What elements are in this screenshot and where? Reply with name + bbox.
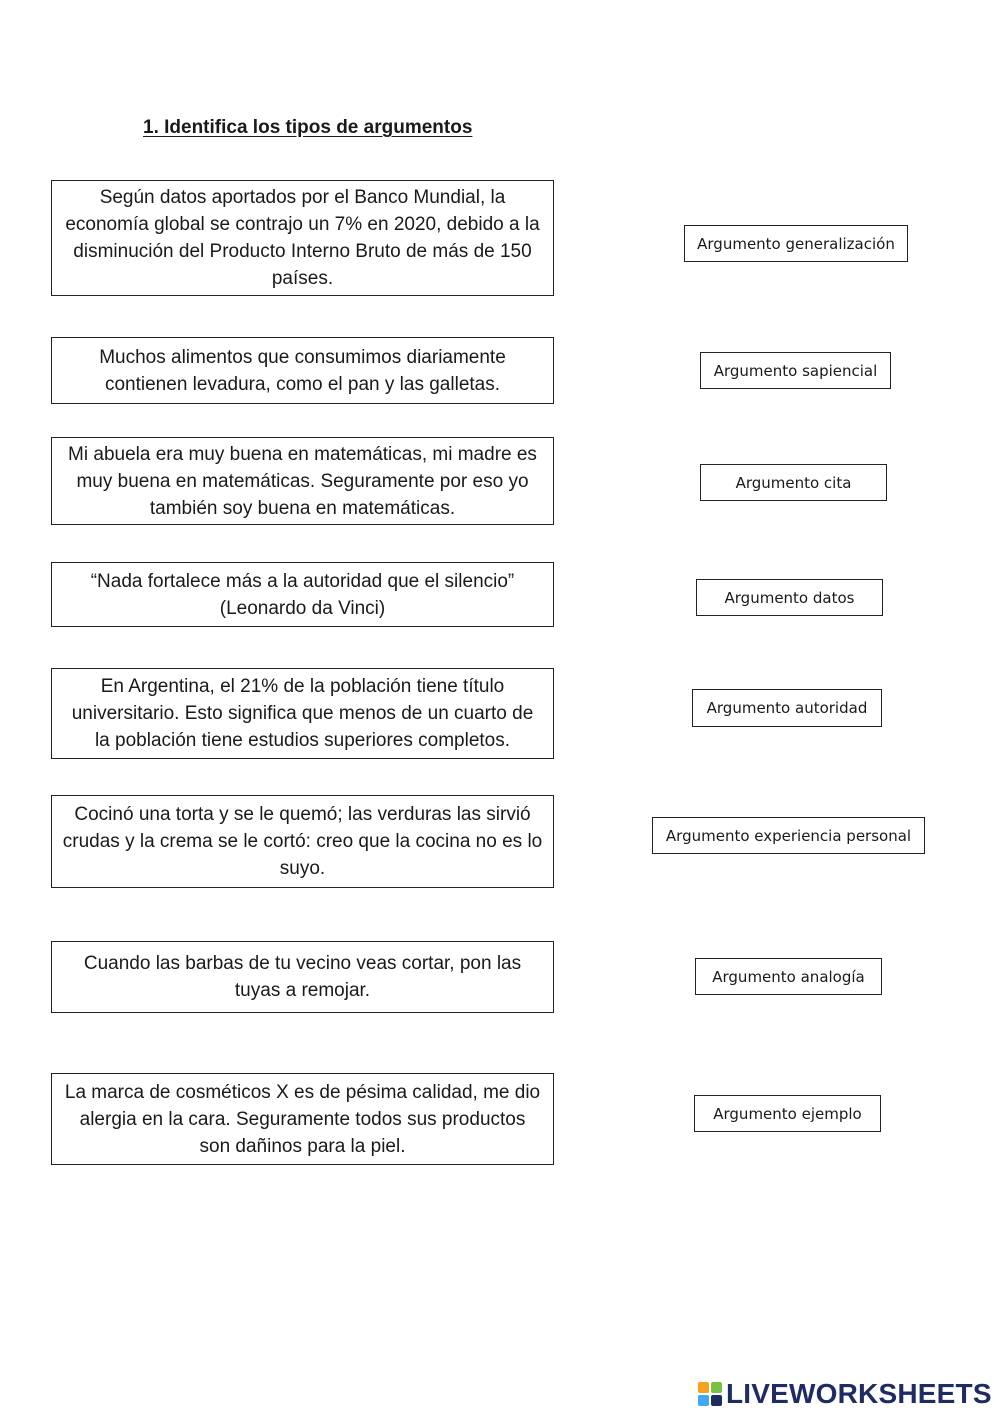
option-argumento-ejemplo[interactable]: Argumento ejemplo [694,1095,881,1132]
statement-box-8: La marca de cosméticos X es de pésima calidad, me dio alergia en la cara. Seguramente todos sus productos son dañinos para la piel. [51,1073,554,1165]
option-argumento-experiencia-personal[interactable]: Argumento experiencia personal [652,817,925,854]
option-argumento-autoridad[interactable]: Argumento autoridad [692,689,882,727]
option-argumento-analogia[interactable]: Argumento analogía [695,958,882,995]
statement-box-1: Según datos aportados por el Banco Mundial, la economía global se contrajo un 7% en 2020, debido a la disminución del Producto Interno Bruto de más de 150 países. [51,180,554,296]
worksheet-title: 1. Identifica los tipos de argumentos [143,117,473,138]
option-argumento-datos[interactable]: Argumento datos [696,579,883,616]
statement-box-6: Cocinó una torta y se le quemó; las verduras las sirvió crudas y la crema se le cortó: creo que la cocina no es lo suyo. [51,795,554,888]
option-argumento-generalizacion[interactable]: Argumento generalización [684,225,908,262]
option-argumento-sapiencial[interactable]: Argumento sapiencial [700,352,891,389]
statement-box-4: “Nada fortalece más a la autoridad que el silencio” (Leonardo da Vinci) [51,562,554,627]
option-argumento-cita[interactable]: Argumento cita [700,464,887,501]
liveworksheets-logo-icon [697,1381,723,1407]
statement-box-5: En Argentina, el 21% de la población tiene título universitario. Esto significa que menos de un cuarto de la población tiene estudios superiores completos. [51,668,554,759]
liveworksheets-brand [697,1379,992,1409]
statement-box-2: Muchos alimentos que consumimos diariamente contienen levadura, como el pan y las galletas. [51,337,554,404]
statement-box-3: Mi abuela era muy buena en matemáticas, mi madre es muy buena en matemáticas. Seguramente por eso yo también soy buena en matemáticas. [51,437,554,525]
liveworksheets-wordmark: LIVEWORKSHEETS [726,1378,992,1409]
statement-box-7: Cuando las barbas de tu vecino veas cortar, pon las tuyas a remojar. [51,941,554,1013]
